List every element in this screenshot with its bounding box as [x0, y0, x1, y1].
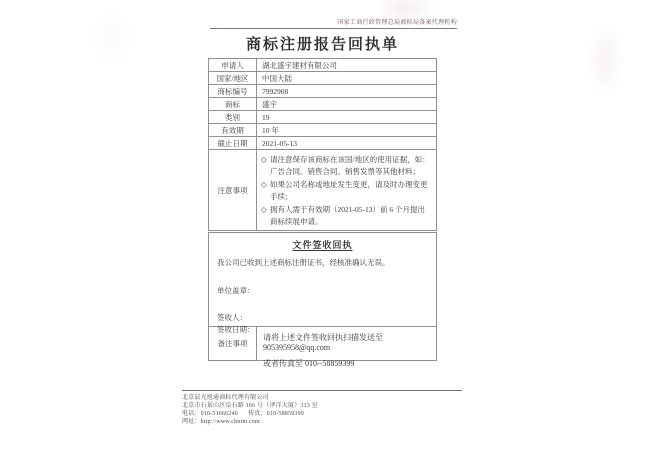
row-value: 盛宇 [262, 99, 277, 109]
row-value: 10 年 [262, 125, 279, 135]
footer-fax: 传真：010-58859399 [248, 411, 304, 417]
footer-phone: 电话：010-51666240 [182, 411, 238, 417]
footer-company: 北京晨光旭通商标代理有限公司 [182, 395, 269, 401]
signer-label: 签收人： [217, 313, 247, 322]
table-row-remarks [209, 327, 436, 368]
page-title: 商标注册报告回执单 [245, 37, 399, 53]
note-item [261, 179, 432, 202]
row-label: 申请人 [209, 59, 257, 71]
sign-date-label: 签收日期： [217, 325, 255, 334]
row-value: 2021-05-13 [262, 138, 297, 148]
footer-website: 网址：http://www.chntm.com [182, 419, 260, 425]
note-item [261, 154, 432, 177]
table-row-validity [209, 124, 436, 137]
row-value: 中国大陆 [262, 73, 292, 83]
row-value: 湖北盛宇建材有限公司 [262, 60, 337, 70]
footer [182, 390, 462, 426]
row-label: 商标 [209, 98, 257, 110]
row-label: 商标编号 [209, 85, 257, 97]
row-label: 有效期 [209, 124, 257, 136]
table-row-notes [209, 150, 436, 230]
seal-label: 单位盖章： [217, 286, 255, 295]
table-row-deadline [209, 137, 436, 150]
note-item [261, 204, 432, 227]
note-text: 如果公司名称或地址发生变更，请及时办理变更手续； [270, 180, 428, 201]
table-row-applicant [209, 59, 436, 72]
receipt-statement: 我公司已收到上述商标注册证书，经核准确认无误。 [217, 258, 390, 267]
receipt-section [208, 232, 437, 368]
note-text: 拥有人需于有效期（2021-05-13）前 6 个月提出商标续展申请。 [270, 205, 425, 226]
row-label: 截止日期 [209, 137, 257, 149]
footer-address: 北京市石景山区阜石路 166 号（泽洋大厦）313 室 [182, 403, 318, 409]
note-text: 请注意保存该商标在该国/地区的使用证据，如：广告合同、销售合同、销售发票等其他材料； [270, 155, 430, 176]
diamond-bullet-icon: ◇ [261, 180, 267, 189]
table-row-trademark [209, 98, 436, 111]
footer-contact [182, 410, 462, 418]
row-label: 国家/地区 [209, 72, 257, 84]
receipt-title: 文件签收回执 [292, 240, 353, 250]
remarks-line: 或者传真至 010--58859399 [263, 359, 355, 368]
row-value: 7992908 [262, 86, 289, 96]
row-value: 19 [262, 112, 270, 122]
receipt-cell [209, 233, 436, 334]
table-row-class [209, 111, 436, 124]
diamond-bullet-icon: ◇ [261, 205, 267, 214]
table-row-trademark-number [209, 85, 436, 98]
trademark-info-table [208, 58, 437, 231]
diamond-bullet-icon: ◇ [261, 155, 267, 164]
row-label: 注意事项 [209, 150, 257, 230]
agency-note: 国家工商行政管理总局商标局备案代理机构 [210, 17, 457, 29]
table-row-country [209, 72, 436, 85]
remarks-content [257, 327, 436, 368]
remarks-line: 请将上述文件签收回执扫描发送至 905395958@qq.com [263, 333, 383, 352]
row-label: 备注事项 [209, 327, 257, 360]
notes-cell [257, 150, 436, 230]
row-label: 类别 [209, 111, 257, 123]
